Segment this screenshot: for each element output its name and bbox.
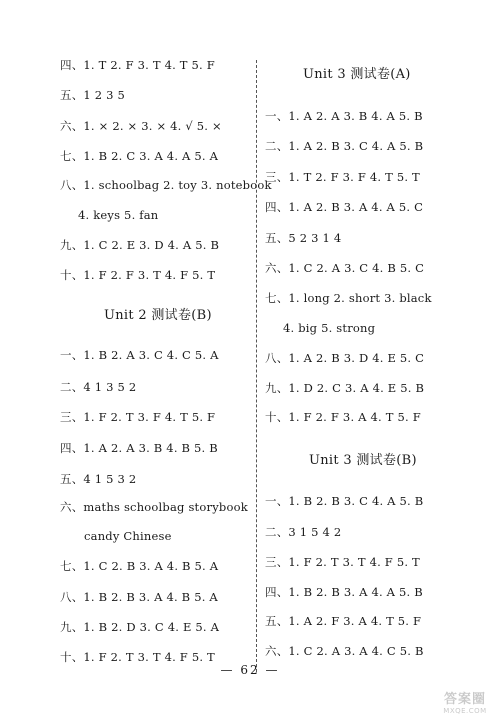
answer-line: 4. big 5. strong xyxy=(283,321,376,335)
answer-line: 六、maths schoolbag storybook xyxy=(60,500,248,514)
answer-line: 三、1. F 2. T 3. T 4. F 5. T xyxy=(265,555,420,569)
answer-line: 五、5 2 3 1 4 xyxy=(265,231,342,245)
answer-line: 四、1. T 2. F 3. T 4. T 5. F xyxy=(60,58,215,72)
answer-line: 十、1. F 2. F 3. T 4. F 5. T xyxy=(60,268,216,282)
answer-line: 十、1. F 2. T 3. T 4. F 5. T xyxy=(60,650,215,664)
answer-line: 4. keys 5. fan xyxy=(78,208,159,222)
answer-line: 九、1. B 2. D 3. C 4. E 5. A xyxy=(60,620,220,634)
answer-line: 八、1. schoolbag 2. toy 3. notebook xyxy=(60,178,272,192)
section-title-unit3b: Unit 3 测试卷(B) xyxy=(309,453,417,468)
answer-line: 二、1. A 2. B 3. C 4. A 5. B xyxy=(265,139,424,153)
answer-line: 八、1. B 2. B 3. A 4. B 5. A xyxy=(60,590,218,604)
answer-line: 六、1. C 2. A 3. C 4. B 5. C xyxy=(265,261,425,275)
answer-line: 七、1. B 2. C 3. A 4. A 5. A xyxy=(60,149,219,163)
answer-line: 七、1. long 2. short 3. black xyxy=(265,291,432,305)
answer-line: 三、1. T 2. F 3. F 4. T 5. T xyxy=(265,170,420,184)
watermark-mark: 答案圈 xyxy=(443,692,486,707)
answer-line: 一、1. B 2. B 3. C 4. A 5. B xyxy=(265,494,424,508)
answer-line: 五、4 1 5 3 2 xyxy=(60,472,137,486)
answer-line: 四、1. A 2. A 3. B 4. B 5. B xyxy=(60,441,218,455)
answer-line: 四、1. B 2. B 3. A 4. A 5. B xyxy=(265,585,423,599)
answer-line: 五、1. A 2. F 3. A 4. T 5. F xyxy=(265,614,422,628)
answer-line: 二、3 1 5 4 2 xyxy=(265,525,342,539)
answer-line: 四、1. A 2. B 3. A 4. A 5. C xyxy=(265,200,424,214)
answer-line: 一、1. B 2. A 3. C 4. C 5. A xyxy=(60,348,219,362)
answer-line: 二、4 1 3 5 2 xyxy=(60,380,137,394)
answer-line: 九、1. D 2. C 3. A 4. E 5. B xyxy=(265,381,425,395)
watermark-url: MXQE.COM xyxy=(443,707,487,715)
watermark-logo xyxy=(436,691,494,717)
column-divider xyxy=(256,60,257,672)
answer-line: 七、1. C 2. B 3. A 4. B 5. A xyxy=(60,559,219,573)
answer-line: 六、1. × 2. × 3. × 4. √ 5. × xyxy=(60,119,222,133)
page-number: — 62 — xyxy=(220,663,280,677)
answer-line: 十、1. F 2. F 3. A 4. T 5. F xyxy=(265,410,421,424)
answer-line: 三、1. F 2. T 3. F 4. T 5. F xyxy=(60,410,216,424)
answer-line: 六、1. C 2. A 3. A 4. C 5. B xyxy=(265,644,424,658)
section-title-unit3a: Unit 3 测试卷(A) xyxy=(303,67,411,82)
answer-line: 九、1. C 2. E 3. D 4. A 5. B xyxy=(60,238,220,252)
answer-line: 八、1. A 2. B 3. D 4. E 5. C xyxy=(265,351,425,365)
answer-line: 五、1 2 3 5 xyxy=(60,88,126,102)
section-title-unit2b: Unit 2 测试卷(B) xyxy=(104,308,212,323)
answer-line: candy Chinese xyxy=(84,529,172,543)
answer-line: 一、1. A 2. A 3. B 4. A 5. B xyxy=(265,109,423,123)
